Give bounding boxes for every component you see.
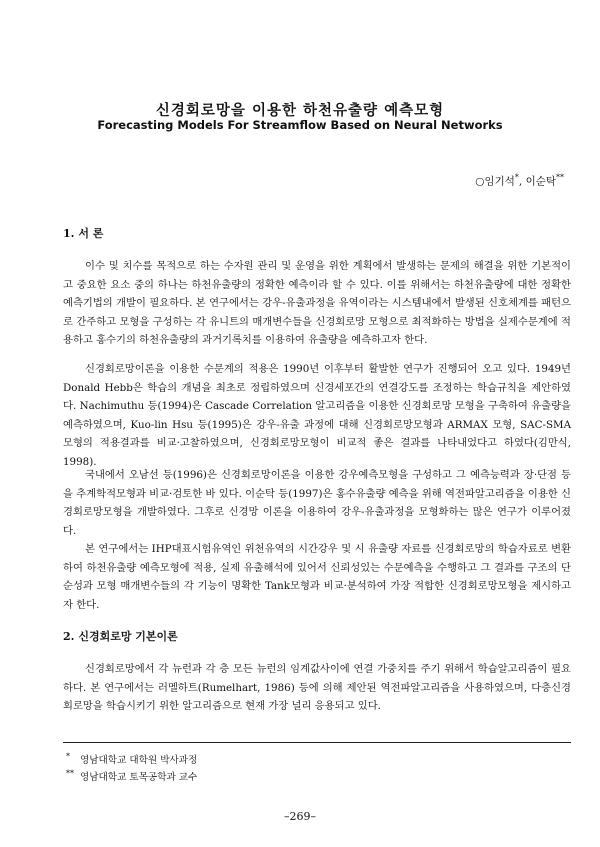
paper-title-english: Forecasting Models For Streamflow Based on Neural Networks xyxy=(97,118,503,132)
author-second: 이순탁 xyxy=(525,175,556,188)
presenter-marker: ○ xyxy=(475,175,485,188)
footnote-mark: ** xyxy=(66,769,74,778)
footnote xyxy=(66,752,197,766)
paragraph: 신경회로망에서 각 뉴런과 각 층 모든 뉴런의 임계값사이에 연결 가중치를 주기 위해서 학습알고리즘이 필요하다. 본 연구에서는 러멜하트(Rumelhart, 1986) 등에 의해 제안된 역전파알고리즘을 사용하였으며, 다층신경회로망을 학습시키기 위한 알고리즘으로 현재 가장 널리 응용되고 있다. xyxy=(63,663,571,713)
paragraph: 이수 및 치수를 목적으로 하는 수자원 관리 및 운영을 위한 계획에서 발생하는 문제의 해결을 위한 기본적이고 중요한 요소 중의 하나는 하천유출량의 정확한 예측이라 할 수 있다. 이를 위해서는 하천유출량에 대한 정확한 예측기법의 개발이 필요하다. 본 연구에서는 강우-유출과정을 유역이라는 시스템내에서 발생된 신호체계를 패턴으로 간주하고 모형을 구성하는 각 유니트의 매개변수들을 신경회로망 모형으로 최적화하는 방법을 실제수문계에 적용하고 홍수기의 하천유출량의 과거기록치를 이용하여 유출량을 예측하고자 한다. xyxy=(63,260,571,347)
footnote xyxy=(66,769,197,783)
page-number: –269– xyxy=(284,810,316,823)
author-separator: , xyxy=(518,175,526,188)
author-first: 임기석 xyxy=(484,175,515,188)
author-second-footnote-mark: ** xyxy=(556,173,564,182)
footnote-divider xyxy=(63,742,571,743)
footnote-text: 영남대학교 토목공학과 교수 xyxy=(80,772,198,783)
paper-title-korean: 신경회로망을 이용한 하천유출량 예측모형 xyxy=(155,102,445,119)
author-first-footnote-mark: * xyxy=(514,173,519,182)
paragraph: 신경회로망이론을 이용한 수문계의 적용은 1990년 이후부터 활발한 연구가 진행되어 오고 있다. 1949년 Donald Hebb은 학습의 개념을 최초로 정립하였으며 신경세포간의 연결강도를 조정하는 학습규칙을 제안하였다. Nachimuthu 등(1994)은 Cascade Correlation 알고리즘을 이용한 신경회로망 모형을 구축하여 유출량을 예측하였으며, Kuo-lin Hsu 등(1995)은 강우-유출 과정에 대해 신경회로망모형과 ARMAX 모형, SAC-SMA 모형의 적용결과를 비교·고찰하였으며, 신경회로망모형이 비교적 좋은 결과를 나타내었다고 하였다(김만식, 1998). xyxy=(63,363,571,468)
section-heading-neural-network-theory: 2. 신경회로망 기본이론 xyxy=(63,630,178,643)
paragraph: 본 연구에서는 IHP대표시험유역인 위천유역의 시간강우 및 시 유출량 자료를 신경회로망의 학습자료로 변환하여 하천유출량 예측모형에 적용, 실제 유출해석에 있어서 신뢰성있는 수문예측을 수행하고 그 결과를 구조의 단순성과 모형 매개변수들의 각 기능이 명확한 Tank모형과 비교·분석하여 가장 적합한 신경회로망모형을 제시하고자 한다. xyxy=(63,543,571,611)
footnote-mark: * xyxy=(66,752,70,761)
section-heading-introduction: 1. 서 론 xyxy=(63,227,104,240)
paragraph: 국내에서 오남선 등(1996)은 신경회로망이론을 이용한 강우예측모형을 구성하고 그 예측능력과 장·단점 등을 추계학적모형과 비교·검토한 바 있다. 이순탁 등(1997)은 홍수유출량 예측을 위해 역전파알고리즘을 이용한 신경회로망모형을 개발하였다. 그후로 신경망 이론을 이용하여 강우-유출과정을 모형화하는 많은 연구가 이루어졌다. xyxy=(63,469,571,537)
author-line xyxy=(475,173,564,189)
footnote-text: 영남대학교 대학원 박사과정 xyxy=(80,755,198,766)
